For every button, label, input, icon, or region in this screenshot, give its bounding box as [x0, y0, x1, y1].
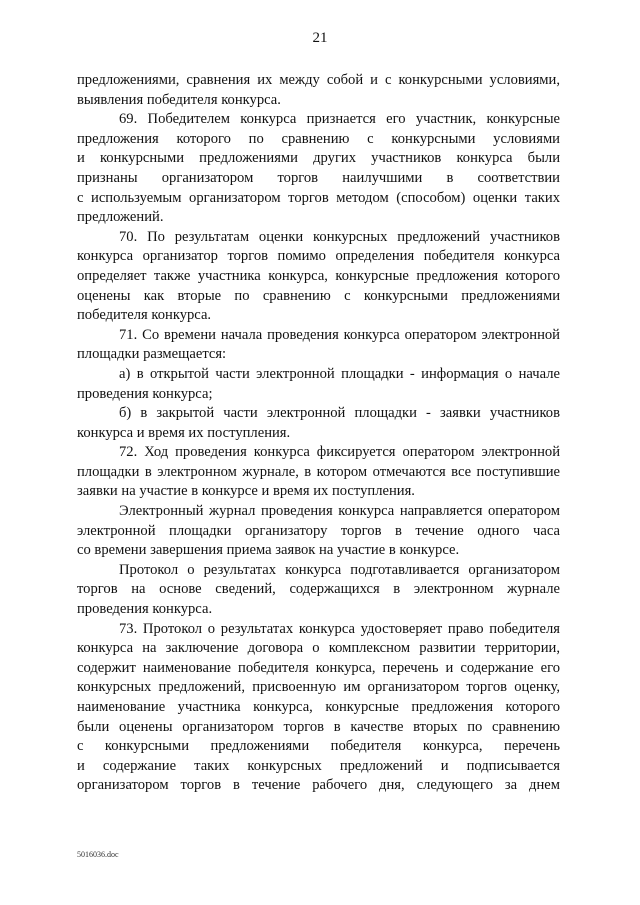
text-line: площадки размещается: [77, 346, 227, 363]
text-line: и конкурсными предложениями других участников конкурса были [77, 150, 560, 167]
text-line: торгов на основе сведений, содержащихся в электронном журнале [77, 581, 560, 598]
text-line: 73. Протокол о результатах конкурса удостоверяет право победителя [119, 620, 560, 637]
text-line: 69. Победителем конкурса признается его участник, конкурсные [119, 111, 560, 128]
text-line: а) в открытой части электронной площадки - информация о начале [119, 365, 560, 382]
text-line: победителя конкурса. [77, 307, 212, 324]
text-line: были оценены организатором торгов в качестве вторых по сравнению [77, 718, 560, 735]
text-line: конкурсных предложений, присвоенную им организатором торгов оценку, [77, 679, 560, 696]
text-line: выявления победителя конкурса. [77, 91, 281, 108]
page-number: 21 [312, 30, 328, 46]
text-line: организатором торгов в течение рабочего дня, следующего за днем [77, 777, 560, 794]
text-line: площадки в электронном журнале, в котором отмечаются все поступившие [77, 463, 560, 480]
body-text [77, 71, 560, 796]
text-line: предложений. [77, 209, 164, 226]
text-line: определяет также участника конкурса, конкурсные предложения которого [77, 267, 560, 284]
text-line: проведения конкурса; [77, 385, 213, 402]
text-line: конкурса и время их поступления. [77, 424, 291, 441]
text-line: 70. По результатам оценки конкурсных предложений участников [119, 228, 560, 245]
text-line: заявки на участие в конкурсе и время их поступления. [77, 483, 415, 500]
text-line: оценены как вторые по сравнению с конкурсными предложениями [77, 287, 560, 304]
text-line: б) в закрытой части электронной площадки - заявки участников [119, 405, 560, 422]
text-line: с используемым организатором торгов методом (способом) оценки таких [77, 189, 560, 206]
text-line: наименование участника конкурса, конкурсные предложения которого [77, 699, 560, 715]
text-line: и содержание таких конкурсных предложений и подписывается [77, 757, 560, 774]
document-file-code: 5016036.doc [77, 850, 119, 859]
text-line: с конкурсными предложениями победителя конкурса, перечень [77, 738, 560, 755]
text-line: конкурса на заключение договора о комплексном развитии территории, [77, 640, 560, 657]
text-line: признаны организатором торгов наилучшими в соответствии [77, 169, 560, 186]
text-line: предложения которого по сравнению с конкурсными условиями [77, 130, 560, 147]
text-line: содержит наименование победителя конкурса, перечень и содержание его [77, 659, 560, 676]
text-line: Электронный журнал проведения конкурса направляется оператором [119, 503, 560, 520]
text-line: 72. Ход проведения конкурса фиксируется оператором электронной [119, 444, 560, 461]
text-line: проведения конкурса. [77, 601, 213, 618]
text-line: электронной площадки организатору торгов в течение одного часа [77, 522, 560, 539]
text-line: Протокол о результатах конкурса подготавливается организатором [119, 561, 560, 578]
text-line: предложениями, сравнения их между собой и с конкурсными условиями, [77, 72, 560, 88]
text-line: конкурса организатор торгов помимо определения победителя конкурса [77, 248, 560, 265]
text-line: 71. Со времени начала проведения конкурса оператором электронной [119, 326, 560, 343]
text-line: со времени завершения приема заявок на участие в конкурсе. [77, 542, 460, 559]
